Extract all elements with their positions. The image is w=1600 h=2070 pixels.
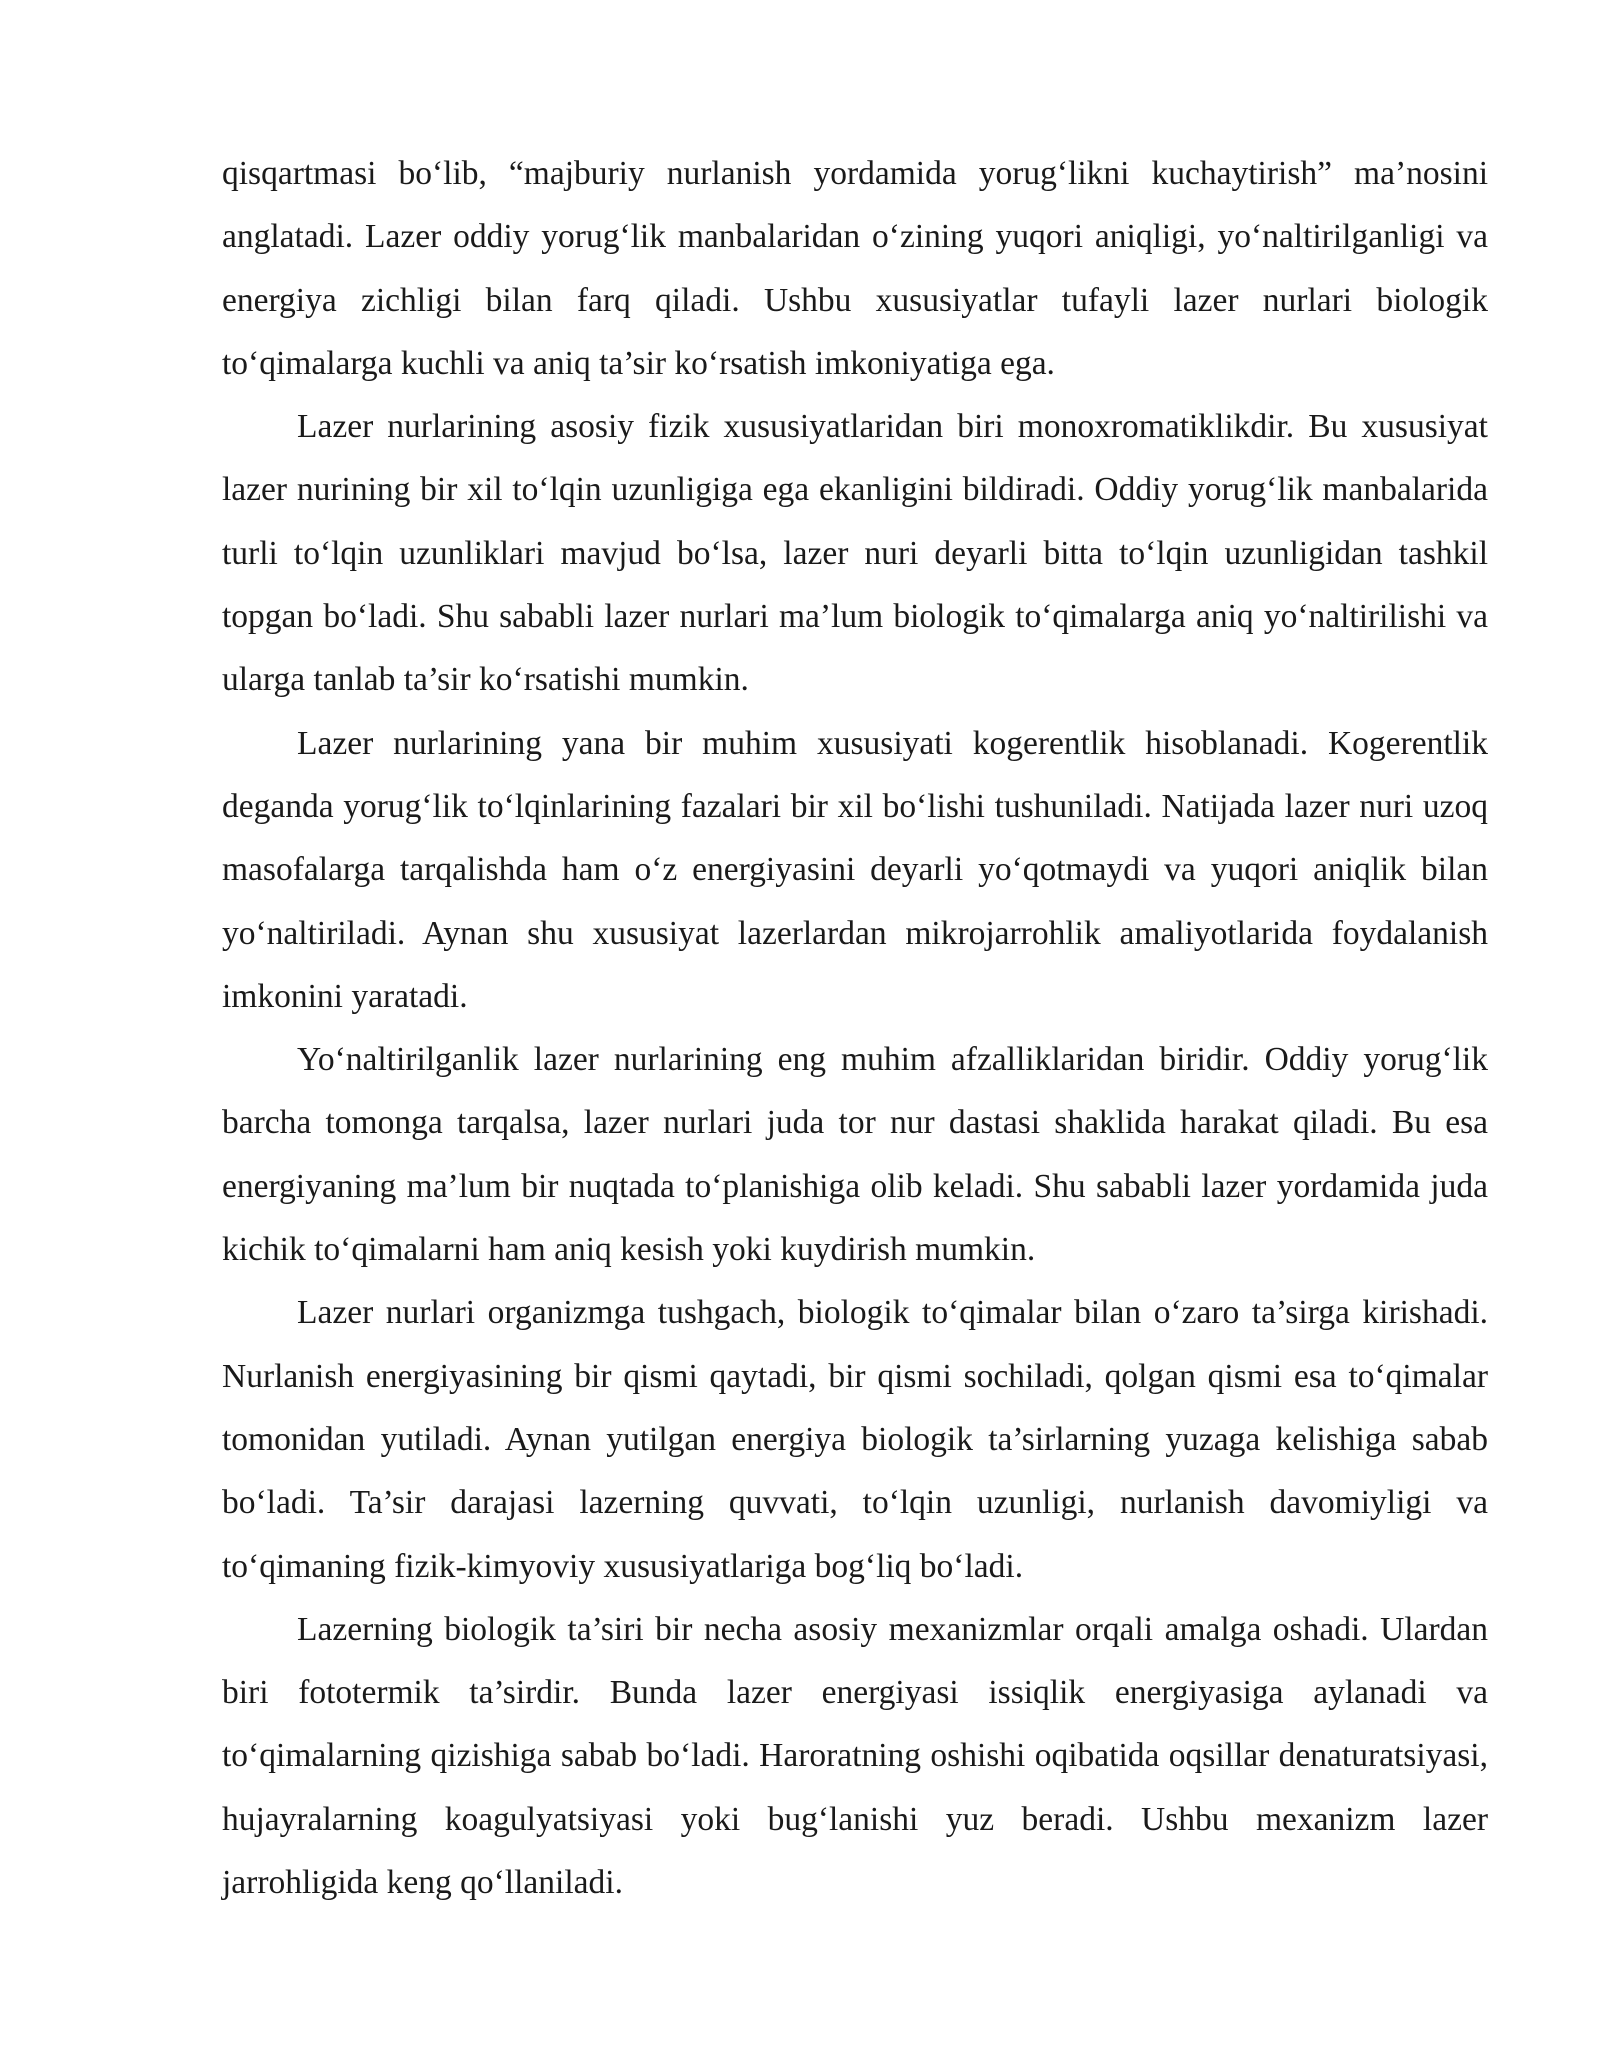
paragraph-tissue-interaction: Lazer nurlari organizmga tushgach, biologik to‘qimalar bilan o‘zaro ta’sirga kirishadi. Nurlanish energiyasining bir qismi qaytadi, bir qismi sochiladi, qolgan qismi esa to‘qimalar tomonidan yutiladi. Aynan yutilgan energiya biologik ta’sirlarning yuzaga kelishiga sabab bo‘ladi. Ta’sir darajasi lazerning quvvati, to‘lqin uzunligi, nurlanish davomiyligi va to‘qimaning fizik-kimyoviy xususiyatlariga bog‘liq bo‘ladi. bbox=[222, 1294, 1488, 1585]
paragraph-directionality: Yo‘naltirilganlik lazer nurlarining eng muhim afzalliklaridan biridir. Oddiy yorug‘lik barcha tomonga tarqalsa, lazer nurlari juda tor nur dastasi shaklida harakat qiladi. Bu esa energiyaning ma’lum bir nuqtada to‘planishiga olib keladi. Shu sababli lazer yordamida juda kichik to‘qimalarni ham aniq kesish yoki kuydirish mumkin. bbox=[222, 1041, 1488, 1269]
paragraph-monochromaticity: Lazer nurlarining asosiy fizik xususiyatlaridan biri monoxromatiklikdir. Bu xususiyat lazer nurining bir xil to‘lqin uzunligiga ega ekanligini bildiradi. Oddiy yorug‘lik manbalarida turli to‘lqin uzunliklari mavjud bo‘lsa, lazer nuri deyarli bitta to‘lqin uzunligidan tashkil topgan bo‘ladi. Shu sababli lazer nurlari ma’lum biologik to‘qimalarga aniq yo‘naltirilishi va ularga tanlab ta’sir ko‘rsatishi mumkin. bbox=[222, 408, 1488, 699]
paragraph-continued: qisqartmasi bo‘lib, “majburiy nurlanish yordamida yorug‘likni kuchaytirish” ma’nosini anglatadi. Lazer oddiy yorug‘lik manbalaridan o‘zining yuqori aniqligi, yo‘naltirilganligi va energiya zichligi bilan farq qiladi. Ushbu xususiyatlar tufayli lazer nurlari biologik to‘qimalarga kuchli va aniq ta’sir ko‘rsatish imkoniyatiga ega. bbox=[222, 155, 1488, 382]
paragraph-coherence: Lazer nurlarining yana bir muhim xususiyati kogerentlik hisoblanadi. Kogerentlik deganda yorug‘lik to‘lqinlarining fazalari bir xil bo‘lishi tushuniladi. Natijada lazer nuri uzoq masofalarga tarqalishda ham o‘z energiyasini deyarli yo‘qotmaydi va yuqori aniqlik bilan yo‘naltiriladi. Aynan shu xususiyat lazerlardan mikrojarrohlik amaliyotlarida foydalanish imkonini yaratadi. bbox=[222, 724, 1488, 1015]
document-body bbox=[222, 142, 1488, 1914]
paragraph-biological-mechanisms: Lazerning biologik ta’siri bir necha asosiy mexanizmlar orqali amalga oshadi. Ulardan biri fototermik ta’sirdir. Bunda lazer energiyasi issiqlik energiyasiga aylanadi va to‘qimalarning qizishiga sabab bo‘ladi. Haroratning oshishi oqibatida oqsillar denaturatsiyasi, hujayralarning koagulyatsiyasi yoki bug‘lanishi yuz beradi. Ushbu mexanizm lazer jarrohligida keng qo‘llaniladi. bbox=[222, 1610, 1488, 1902]
